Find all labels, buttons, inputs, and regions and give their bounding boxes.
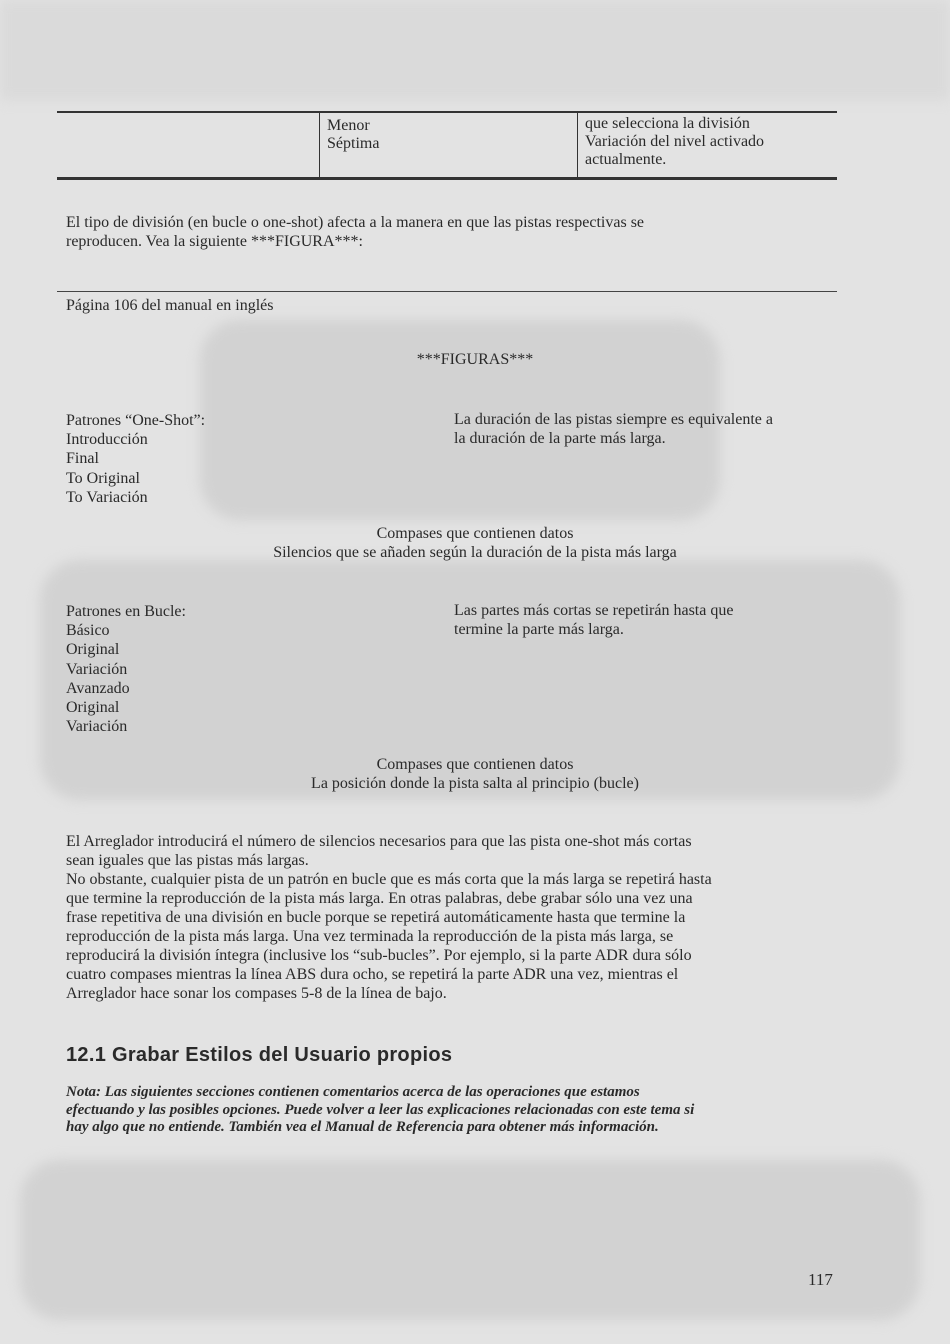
divider	[57, 291, 837, 292]
loop-title: Patrones en Bucle:	[66, 603, 186, 620]
oneshot-caption-2: Silencios que se añaden según la duración de la pista más larga	[273, 544, 677, 561]
oneshot-caption-1: Compases que contienen datos	[376, 525, 574, 542]
list-item: Original	[66, 698, 120, 716]
list-item: Variación	[66, 660, 128, 678]
list-item: Avanzado	[66, 679, 130, 697]
section-heading: 12.1 Grabar Estilos del Usuario propios	[66, 1044, 453, 1066]
page-number: 117	[808, 1270, 833, 1289]
list-item: To Variación	[66, 488, 148, 506]
list-item: Básico	[66, 622, 110, 640]
oneshot-description: La duración de las pistas siempre es equivalente a la duración de la parte más larga.	[454, 411, 773, 447]
intro-paragraph: El tipo de división (en bucle o one-shot) afecta a la manera en que las pistas respectivas se reproducen. Vea la siguiente ***FIGURA***:	[66, 214, 645, 250]
page-reference: Página 106 del manual en inglés	[66, 297, 274, 314]
loop-description: Las partes más cortas se repetirán hasta que termine la parte más larga.	[454, 602, 734, 638]
top-table	[57, 111, 837, 180]
body-paragraph: El Arreglador introducirá el número de silencios necesarios para que las pista one-shot más cortas sean iguales que las pistas más largas. No obstante, cualquier pista de un patrón en bucle que es más corta que la más larga se repetirá hasta que termine la reproducción de la pista más larga. En otras palabras, debe grabar sólo una vez una frase repetitiva de una división en bucle porque se repetirá automáticamente hasta que termine la reproducción de la pista más larga. Una vez terminada la reproducción de la pista más larga, se reproducirá la división íntegra (inclusive los “sub-bucles”. Por ejemplo, si la parte ADR dura sólo cuatro compases mientras la línea ABS dura ocho, se repetirá la parte ADR una vez, mientras el Arreglador hace sonar los compases 5-8 de la línea de bajo.	[66, 833, 712, 1002]
list-item: Original	[66, 641, 120, 659]
figures-title: ***FIGURAS***	[416, 351, 534, 368]
table-col2: Menor Séptima	[327, 117, 380, 152]
list-item: Final	[66, 450, 99, 468]
table-col3: que selecciona la división Variación del nivel activado actualmente.	[585, 115, 765, 168]
loop-caption-1: Compases que contienen datos	[376, 756, 574, 773]
oneshot-list	[66, 411, 205, 507]
oneshot-title: Patrones “One-Shot”:	[66, 412, 206, 429]
loop-caption-2: La posición donde la pista salta al principio (bucle)	[311, 775, 639, 792]
note-paragraph: Nota: Las siguientes secciones contienen comentarios acerca de las operaciones que estamos efectuando y las posibles opciones. Puede volver a leer las explicaciones relacionadas con este tema si hay algo que no entiende. También vea el Manual de Referencia para obtener más información.	[66, 1084, 695, 1135]
list-item: Variación	[66, 718, 128, 736]
list-item: Introducción	[66, 431, 148, 449]
list-item: To Original	[66, 469, 140, 487]
loop-list	[66, 602, 186, 736]
